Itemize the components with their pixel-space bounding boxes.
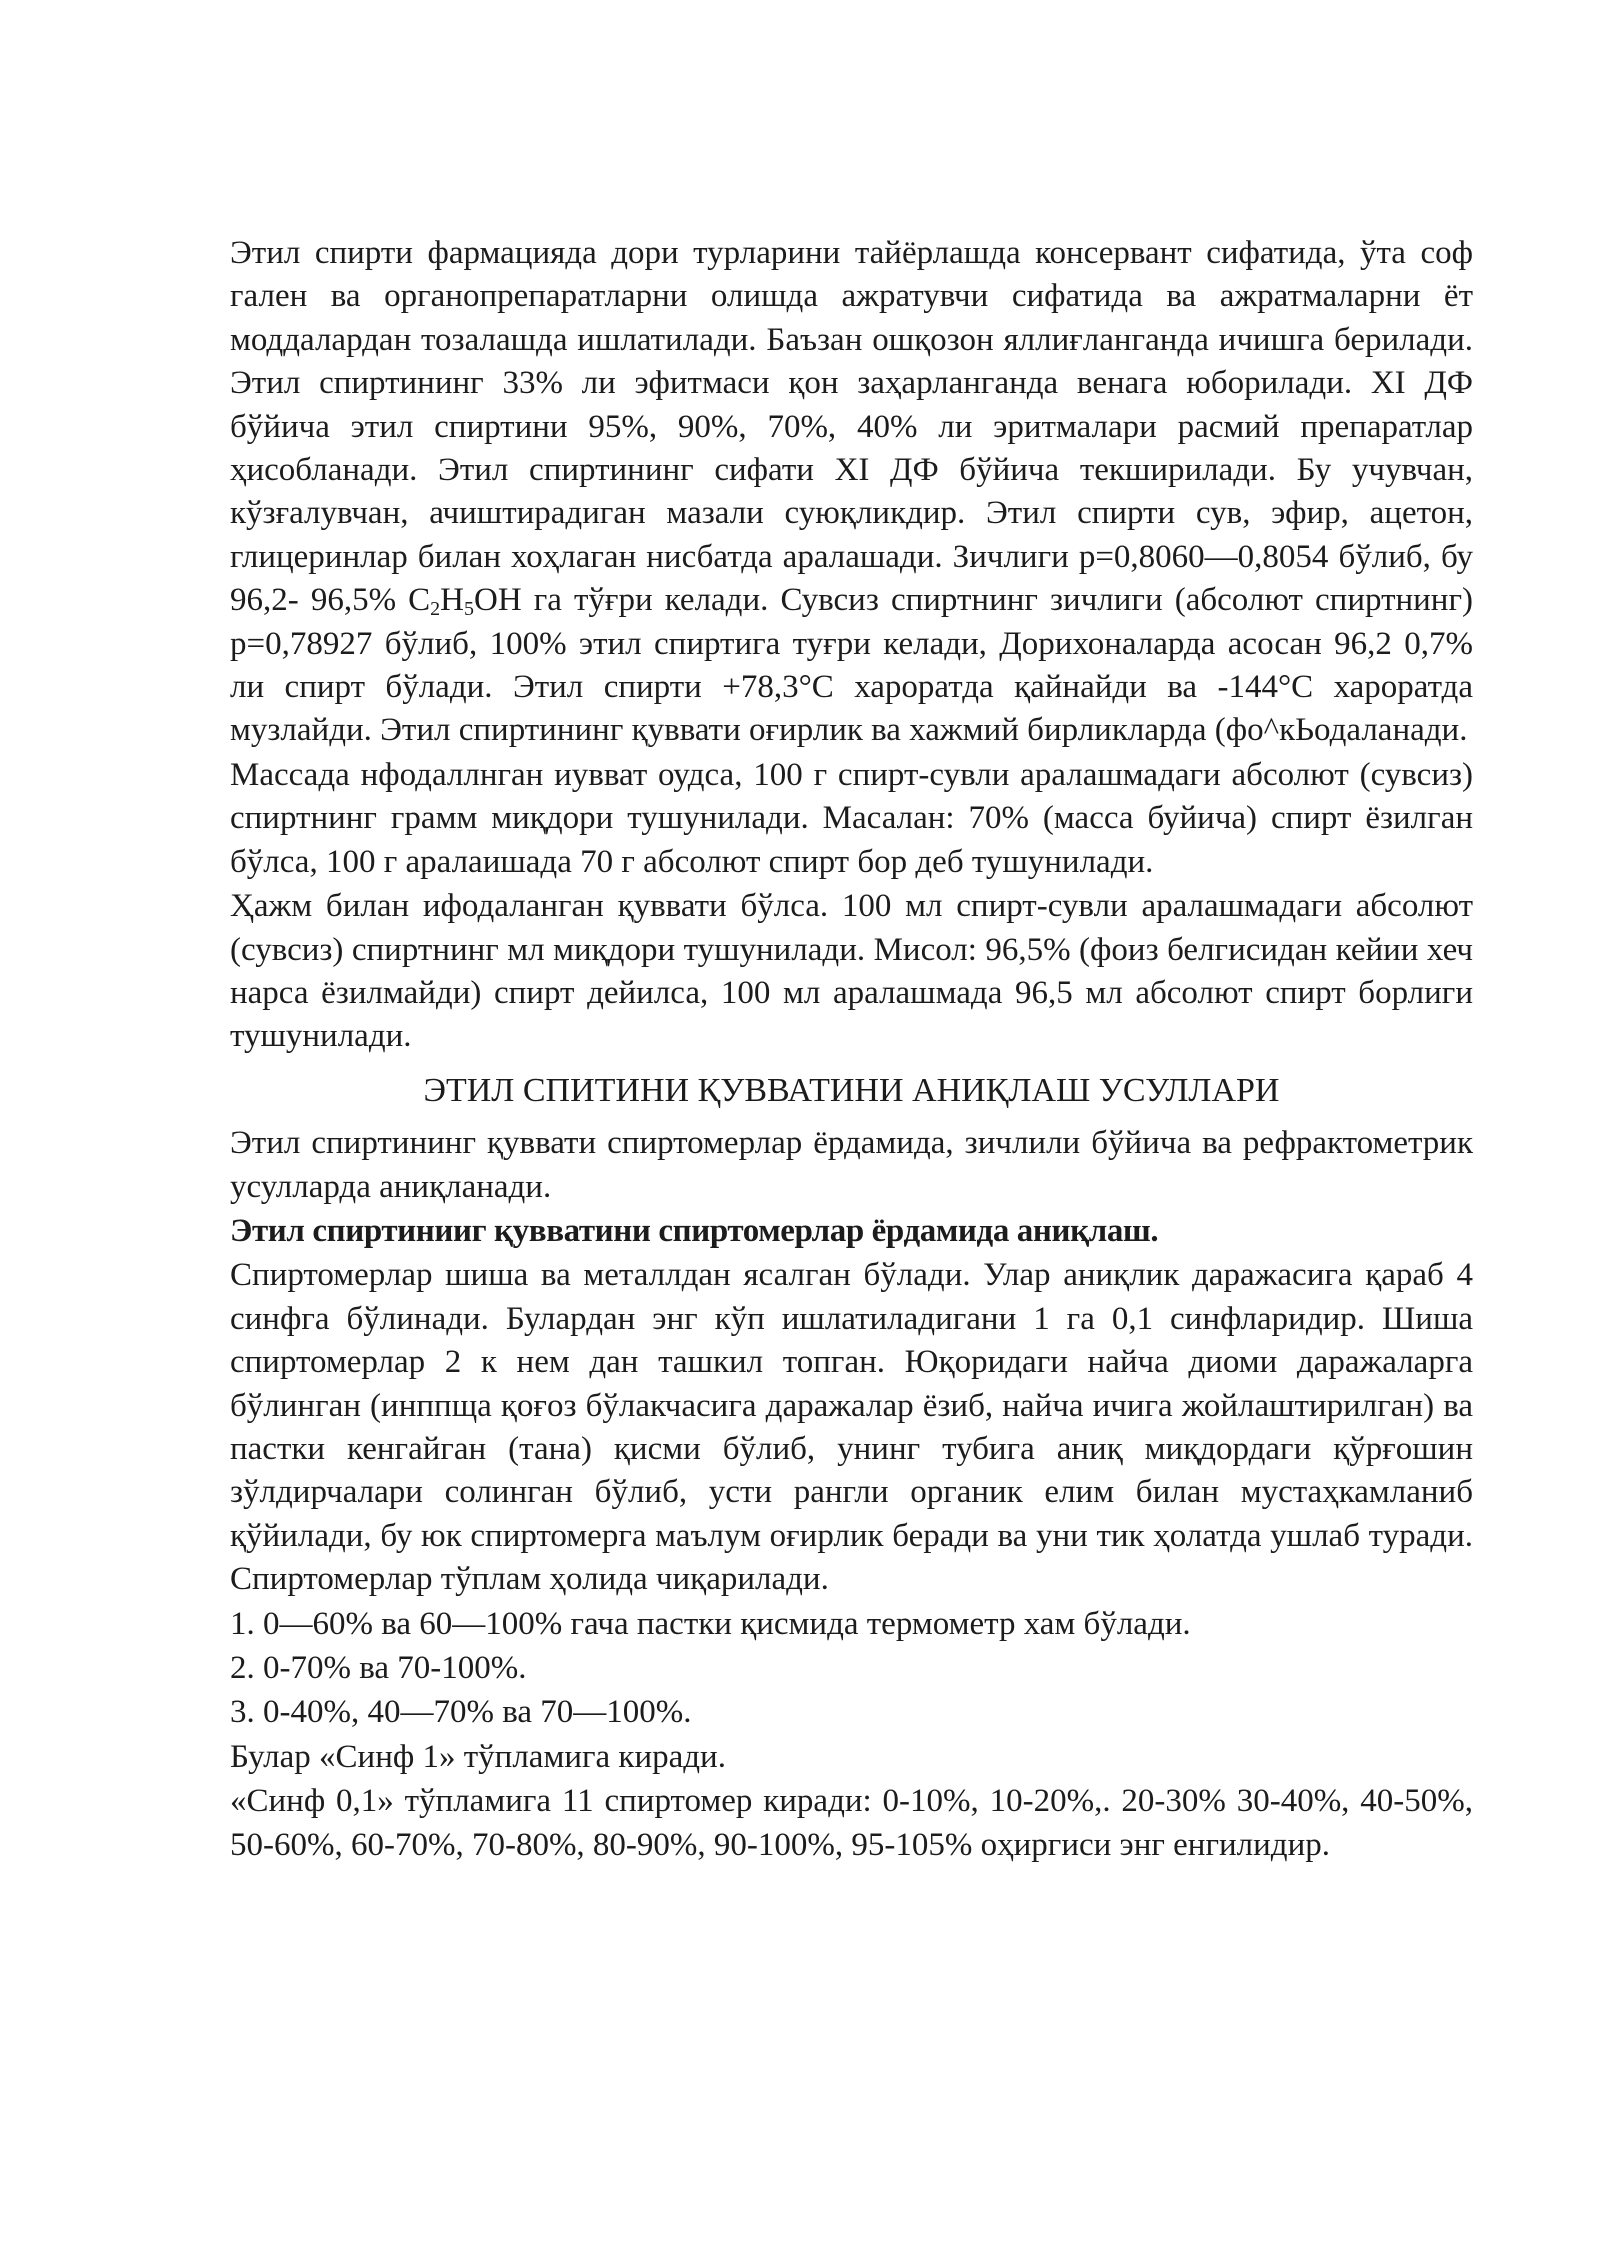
paragraph-ethyl-alcohol-properties bbox=[230, 232, 1473, 753]
list-item: 3. 0-40%, 40—70% ва 70—100%. bbox=[230, 1694, 692, 1731]
subscript-2: 2 bbox=[430, 598, 441, 621]
subscript-5: 5 bbox=[464, 598, 474, 621]
paragraph-methods: Этил спиртининг қуввати спиртомерлар ёрдамида, зичлили бўйича ва рефрактометрик усулларда аниқланади. bbox=[230, 1125, 1473, 1205]
document-page bbox=[230, 232, 1473, 1867]
subheading: Этил спиртинииг қувватини спиртомерлар ёрдамида аниқлаш. bbox=[230, 1212, 1159, 1249]
formula-h: H bbox=[440, 582, 464, 619]
paragraph-text: Этил спирти фармацияда дори турларини тайёрлашда консервант сифатида, ўта соф гален ва органопрепаратларни олишда ажратувчи сифатида ва ажратмаларни ёт моддалардан тозалашда ишлатилади. Баъзан ошқозон яллиғланганда ичишга берилади. Этил спиртининг 33% ли эфитмаси қон заҳарланганда венага юборилади. XI ДФ бўйича этил спиртини 95%, 90%, 70%, 40% ли эритмалари расмий препаратлар ҳисобланади. Этил спиртининг сифати XI ДФ бўйича текширилади. Бу учувчан, кўзғалувчан, ачиштирадиган мазали суюқликдир. Этил спирти сув, эфир, ацетон, глицеринлар билан хоҳлаган нисбатда аралашади. Зичлиги р=0,8060—0,8054 бўлиб, бу 96,2- 96,5% C bbox=[230, 235, 1473, 619]
paragraph-class-1: Булар «Синф 1» тўпламига киради. bbox=[230, 1738, 726, 1775]
paragraph-text: OH га тўғри келади. Сувсиз спиртнинг зичлиги (абсолют спиртнинг) р=0,78927 бўлиб, 100% этил спиртига туғри келади, Дорихоналарда асосан 96,2 0,7% ли спирт бўлади. Этил спирти +78,3°С хароратда қайнайди ва -144°С хароратда музлайди. Этил спиртининг қуввати оғирлик ва хажмий бирликларда (фо^кЬодаланади. bbox=[230, 582, 1473, 749]
list-item: 2. 0-70% ва 70-100%. bbox=[230, 1650, 527, 1686]
section-heading: ЭТИЛ СПИТИНИ ҚУВВАТИНИ АНИҚЛАШ УСУЛЛАРИ bbox=[423, 1071, 1280, 1109]
list-item: 1. 0—60% ва 60—100% гача пастки қисмида термометр хам бўлади. bbox=[230, 1605, 1191, 1642]
paragraph-mass-strength: Массада нфодаллнган иувват оудса, 100 г спирт-сувли аралашмадаги абсолют (сувсиз) спиртнинг грамм миқдори тушунилади. Масалан: 70% (масса буйича) спирт ёзилган бўлса, 100 г аралаишада 70 г абсолют спирт бор деб тушунилади. bbox=[230, 756, 1473, 880]
paragraph-volume-strength: Ҳажм билан ифодаланган қуввати бўлса. 100 мл спирт-сувли аралашмадаги абсолют (сувсиз) спиртнинг мл миқдори тушунилади. Мисол: 96,5% (фоиз белгисидан кейии хеч нарса ёзилмайди) спирт дейилса, 100 мл аралашмада 96,5 мл абсолют спирт борлиги тушунилади. bbox=[230, 888, 1473, 1055]
paragraph-class-0-1: «Синф 0,1» тўпламига 11 спиртомер киради: 0-10%, 10-20%,. 20-30% 30-40%, 40-50%, 50-60%, 60-70%, 70-80%, 80-90%, 90-100%, 95-105% оҳиргиси энг енгилидир. bbox=[230, 1783, 1473, 1863]
paragraph-alcoholmeters: Спиртомерлар шиша ва металлдан ясалган бўлади. Улар аниқлик даражасига қараб 4 синфга бўлинади. Булардан энг кўп ишлатиладигани 1 га 0,1 синфларидир. Шиша спиртомерлар 2 к нем дан ташкил топган. Юқоридаги найча диоми даражаларга бўлинган (инппща қоғоз бўлакчасига даражалар ёзиб, найча ичига жойлаштирилган) ва пастки кенгайган (тана) қисми бўлиб, унинг тубига аниқ миқдордаги қўрғошин зўлдирчалари солинган бўлиб, усти рангли органик елим билан мустаҳкамланиб қўйилади, бу юк спиртомерга маълум оғирлик беради ва уни тик ҳолатда ушлаб туради. Спиртомерлар тўплам ҳолида чиқарилади. bbox=[230, 1257, 1473, 1598]
